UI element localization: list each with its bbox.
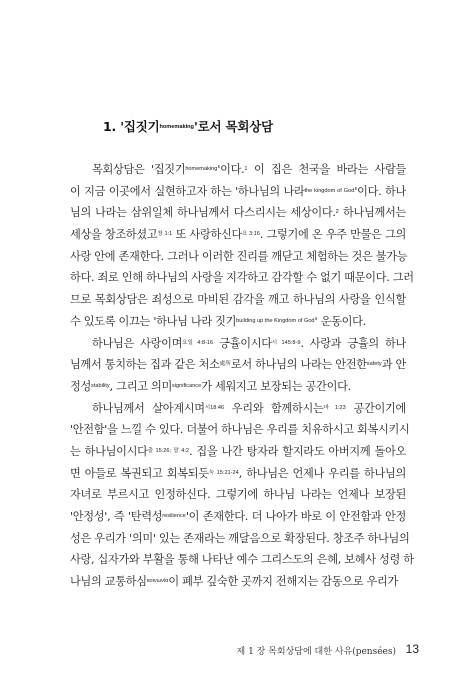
text-run: 또 사랑하신다 (172, 228, 242, 242)
superscript-note: homemaking (185, 166, 218, 172)
text-line (70, 202, 406, 224)
page-number: 13 (405, 642, 419, 656)
running-footer-title: 제 1 장 목회상담에 대한 사유(pensées) (236, 647, 396, 657)
text-run: 이 집은 천국을 바라는 사람들 (247, 163, 406, 176)
text-line (70, 333, 406, 355)
superscript-note: significance (171, 382, 202, 389)
text-line (70, 484, 406, 506)
text-run: '이다. 하나 (354, 184, 406, 198)
paragraph (70, 398, 414, 593)
superscript-note: 處所 (219, 361, 231, 368)
text-line (70, 181, 406, 203)
text-run: '이다. (217, 163, 245, 176)
text-run: 우리와 함께하시는 (224, 401, 324, 415)
text-run: 수 있도록 이끄는 '하나님 나라 짓기 (70, 314, 237, 328)
superscript-note: 요일 4:8-16 (182, 339, 214, 346)
superscript-note: 시18:46 (204, 404, 225, 411)
text-run: 로서 하나님의 나라는 안전한 (230, 358, 367, 372)
text-line (70, 289, 406, 311)
superscript-note: 출 15:26; 말 4:2 (147, 447, 189, 454)
text-run: 므로 목회상담은 죄성으로 마비된 감각을 깨고 하나님의 사랑을 인식할 (70, 293, 406, 307)
text-run: 과 안 (381, 358, 406, 372)
text-run: 님의 나라는 삼위일체 하나님께서 다스리시는 세상이다. (70, 206, 336, 220)
text-run: 공간이기에 (345, 401, 406, 415)
superscript-note: κοινωνία (146, 578, 169, 585)
text-run: 이 지금 이곳에서 실현하고자 하는 '하나님의 나라 (70, 184, 305, 198)
superscript-note: 1 (244, 166, 248, 172)
text-run: 사랑 안에 존재한다. 그러나 이러한 진리를 깨닫고 체험하는 것은 불가능 (70, 249, 408, 263)
text-run: '이 존재한다. 더 나아가 바로 이 안전함과 안정 (185, 510, 406, 523)
text-run: 나님의 교통하심 (70, 575, 147, 589)
superscript-note: 시 145:8-9 (271, 339, 301, 346)
text-run: 하나님은 사랑이며 (92, 336, 183, 350)
text-run: , 그리고 의미 (109, 379, 172, 393)
text-run: 긍휼이시다 (213, 336, 272, 350)
text-line (70, 267, 414, 289)
text-run: 목회상담은 '집짓기 (92, 163, 186, 176)
text-run: . 그렇기에 온 우주 만물은 그의 (259, 228, 406, 242)
text-line (70, 311, 406, 333)
section-heading-superscript: homemaking (159, 124, 194, 130)
text-line (70, 376, 406, 398)
text-run: . 집을 나간 탕자라 할지라도 아버지께 돌아오 (189, 444, 406, 458)
text-run: 사랑, 십자가와 부활을 통해 나타난 예수 그리스도의 은혜, 보혜사 성령 하 (70, 553, 414, 567)
superscript-note: 요 3:16 (241, 231, 260, 238)
text-run: 면 아들로 복권되고 회복되듯 (70, 466, 209, 480)
text-run: 정성 (70, 379, 92, 393)
text-run: 성은 우리가 '의미' 있는 존재라는 깨달음으로 확장된다. 창조주 하나님의 (70, 531, 410, 545)
text-run: 하다. 죄로 인해 하나님의 사랑을 지각하고 감각할 수 없기 때문이다. 그러 (70, 271, 414, 285)
text-line (70, 528, 410, 550)
text-run: 님께서 통치하는 집과 같은 처소 (70, 358, 220, 372)
text-run: 자녀로 부르시고 인정하신다. 그렇기에 하나님 나라는 언제나 보장된 (70, 488, 406, 502)
superscript-note: building up the Kingdom of God (236, 317, 315, 324)
text-run: , 하나님은 언제나 우리를 하나님의 (238, 466, 406, 480)
text-run: 세상을 창조하셨고 (70, 228, 158, 242)
text-line (70, 354, 406, 376)
text-line (70, 506, 406, 528)
text-run: '안전함'을 느낄 수 있다. 더불어 하나님은 우리를 치유하시고 회복시키시 (70, 423, 410, 437)
text-line (70, 441, 406, 463)
text-line (70, 571, 406, 593)
section-heading-suffix: '로서 목회상담 (193, 119, 273, 134)
superscript-note: safety (366, 361, 382, 368)
superscript-note: the kingdom of God (304, 187, 355, 194)
body-text (70, 159, 414, 593)
text-line (70, 159, 406, 181)
paragraph (70, 333, 406, 398)
text-line (70, 246, 406, 268)
text-run: . 사랑과 긍휼의 하나 (300, 336, 406, 350)
text-line (70, 224, 406, 246)
superscript-note: 2 (335, 209, 339, 216)
text-line (70, 419, 410, 441)
text-line (70, 398, 406, 420)
text-run: 이 폐부 깊숙한 곳까지 전해지는 감동으로 우리가 (168, 575, 399, 589)
text-run: 가 세워지고 보장되는 공간이다. (201, 379, 351, 393)
text-run: '안정성', 즉 '탄력성 (70, 510, 163, 523)
section-heading (103, 117, 273, 135)
text-run: 하나님께서는 (338, 206, 406, 220)
page-footer (0, 643, 470, 659)
superscript-note: 마 1:23 (323, 404, 346, 411)
superscript-note: 눅 15:21-24 (208, 469, 239, 476)
paragraph (70, 159, 414, 333)
text-run: 는 하나님이시다 (70, 444, 148, 458)
text-line (70, 549, 414, 571)
text-line (70, 463, 406, 485)
text-run: ' 운동이다. (314, 314, 366, 328)
section-heading-prefix: 1. '집짓기 (103, 119, 160, 134)
superscript-note: resilience (162, 513, 186, 519)
text-run: 하나님께서 살아계시며 (92, 401, 205, 415)
superscript-note: 창 1:1 (157, 231, 173, 238)
superscript-note: stability (91, 382, 110, 389)
